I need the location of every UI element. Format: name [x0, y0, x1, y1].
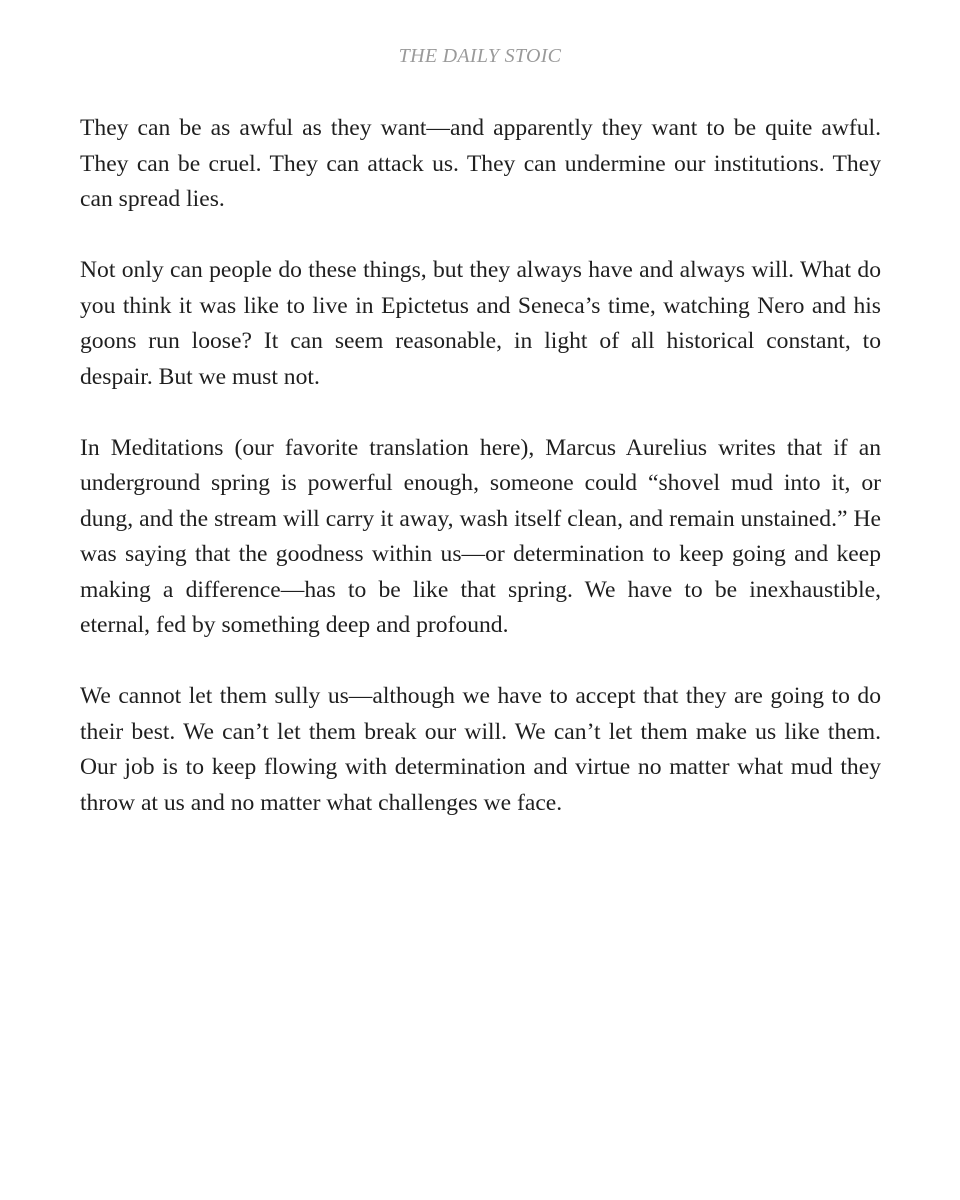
running-header: THE DAILY STOIC — [398, 45, 562, 67]
paragraph-3: In Meditations (our favorite translation here), Marcus Aurelius writes that if an underground spring is powerful enough, someone could “shovel mud into it, or dung, and the stream will carry it away, wash itself clean, and remain unstained.” He was saying that the goodness within us—or determination to keep going and keep making a difference—has to be like that spring. We have to be inexhaustible, eternal, fed by something deep and profound. — [80, 434, 881, 638]
paragraph-2: Not only can people do these things, but they always have and always will. What do you think it was like to live in Epictetus and Seneca’s time, watching Nero and his goons run loose? It can seem reasonable, in light of all historical constant, to despair. But we must not. — [80, 257, 881, 390]
paragraph-4: We cannot let them sully us—although we have to accept that they are going to do their best. We can’t let them break our will. We can’t let them make us like them. Our job is to keep flowing with determination and virtue no matter what mud they throw at us and no matter what challenges we face. — [80, 683, 881, 816]
paragraph-1: They can be as awful as they want—and apparently they want to be quite awful. They can be cruel. They can attack us. They can undermine our institutions. They can spread lies. — [80, 115, 881, 212]
page-body — [80, 111, 881, 821]
